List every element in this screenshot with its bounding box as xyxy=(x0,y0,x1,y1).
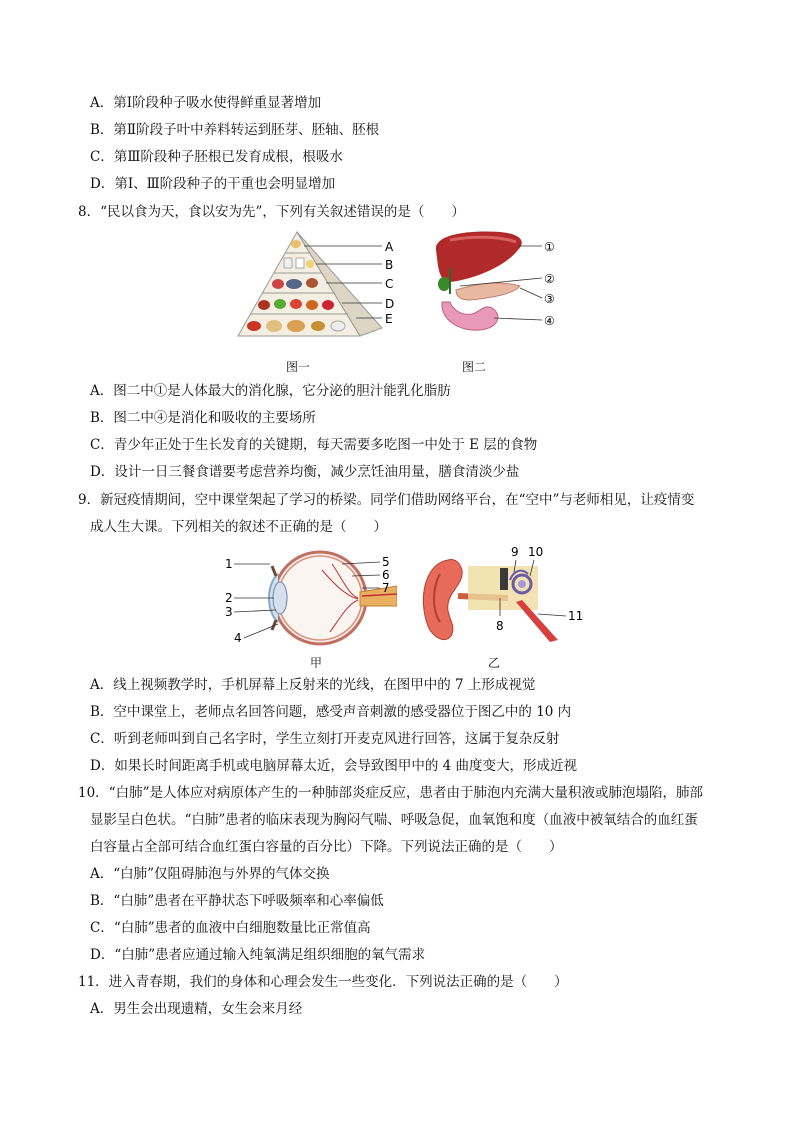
organ-label-2: ② xyxy=(544,272,555,286)
q10-stem-line3: 白容量占全部可结合血红蛋白容量的百分比）下降。下列说法正确的是（ ） xyxy=(90,839,563,855)
q9-stem-line2: 成人生大课。下列相关的叙述不正确的是（ ） xyxy=(90,519,387,535)
figure2-caption: 图二 xyxy=(462,360,487,374)
q10-option-b: B．“白肺”患者在平静状态下呼吸频率和心率偏低 xyxy=(90,893,384,909)
ear-label-8: 8 xyxy=(496,619,504,633)
organ-label-3: ③ xyxy=(544,292,555,306)
eye-label-6: 6 xyxy=(382,568,390,582)
q8-option-a: A．图二中①是人体最大的消化腺，它分泌的胆汁能乳化脂肪 xyxy=(90,383,451,399)
organ-label-1: ① xyxy=(544,240,555,254)
ear-label-10: 10 xyxy=(528,545,544,559)
food-pyramid-figure xyxy=(232,228,412,340)
ear-diagram-figure xyxy=(418,540,593,652)
q9-option-a: A．线上视频教学时，手机屏幕上反射来的光线，在图甲中的 7 上形成视觉 xyxy=(90,677,536,693)
q9-option-d: D．如果长时间距离手机或电脑屏幕太近，会导致图甲中的 4 曲度变大，形成近视 xyxy=(90,758,577,774)
pyramid-label-b: B xyxy=(385,258,394,272)
q7-option-a: A．第Ⅰ阶段种子吸水使得鲜重显著增加 xyxy=(90,95,322,111)
q7-option-c: C．第Ⅲ阶段种子胚根已发育成根，根吸水 xyxy=(90,149,343,165)
q7-option-b: B．第Ⅱ阶段子叶中养料转运到胚芽、胚轴、胚根 xyxy=(90,122,380,138)
eye-label-5: 5 xyxy=(382,555,390,569)
q8-option-d: D．设计一日三餐食谱要考虑营养均衡，减少烹饪油用量，膳食清淡少盐 xyxy=(90,464,520,480)
ear-label-9: 9 xyxy=(511,545,519,559)
eye-label-3: 3 xyxy=(225,605,233,619)
pyramid-label-e: E xyxy=(385,312,393,326)
q10-option-d: D．“白肺”患者应通过输入纯氧满足组织细胞的氧气需求 xyxy=(90,947,426,963)
pyramid-label-d: D xyxy=(385,297,395,311)
pyramid-label-c: C xyxy=(385,277,394,291)
q10-stem-line2: 显影呈白色状。“白肺”患者的临床表现为胸闷气喘、呼吸急促，血氧饱和度（血液中被氧结合的血红蛋 xyxy=(90,812,698,828)
q10-option-c: C．“白肺”患者的血液中白细胞数量比正常值高 xyxy=(90,920,371,936)
q11-option-a: A．男生会出现遗精，女生会来月经 xyxy=(90,1001,303,1017)
digestive-organs-figure xyxy=(430,228,570,340)
q9-option-b: B．空中课堂上，老师点名回答问题，感受声音刺激的感受器位于图乙中的 10 内 xyxy=(90,704,572,720)
q11-stem: 11．进入青春期，我们的身体和心理会发生一些变化．下列说法正确的是（ ） xyxy=(78,974,568,990)
pyramid-label-a: A xyxy=(385,240,394,254)
q10-stem-line1: 10．“白肺”是人体应对病原体产生的一种肺部炎症反应，患者由于肺泡内充满大量积液或肺泡塌陷，肺部 xyxy=(78,785,703,801)
figure1-caption: 图一 xyxy=(286,360,311,374)
organ-label-4: ④ xyxy=(544,314,555,328)
figure-yi-caption: 乙 xyxy=(488,656,501,670)
q8-stem: 8．“民以食为天，食以安为先”，下列有关叙述错误的是（ ） xyxy=(78,204,465,220)
eye-label-4: 4 xyxy=(234,631,242,645)
q7-option-d: D．第Ⅰ、Ⅲ阶段种子的干重也会明显增加 xyxy=(90,176,336,192)
q8-option-b: B．图二中④是消化和吸收的主要场所 xyxy=(90,410,316,426)
q9-stem-line1: 9．新冠疫情期间，空中课堂架起了学习的桥梁。同学们借助网络平台，在“空中”与老师相见，让疫情变 xyxy=(78,492,695,508)
eye-label-2: 2 xyxy=(225,591,233,605)
eye-label-1: 1 xyxy=(225,557,233,571)
q10-option-a: A．“白肺”仅阻碍肺泡与外界的气体交换 xyxy=(90,866,330,882)
ear-label-11: 11 xyxy=(568,609,584,623)
q9-option-c: C．听到老师叫到自己名字时，学生立刻打开麦克风进行回答，这属于复杂反射 xyxy=(90,731,560,747)
eye-diagram-figure xyxy=(222,544,397,652)
figure-jia-caption: 甲 xyxy=(310,656,323,670)
eye-label-7: 7 xyxy=(382,581,390,595)
q8-option-c: C．青少年正处于生长发育的关键期，每天需要多吃图一中处于 E 层的食物 xyxy=(90,437,538,453)
